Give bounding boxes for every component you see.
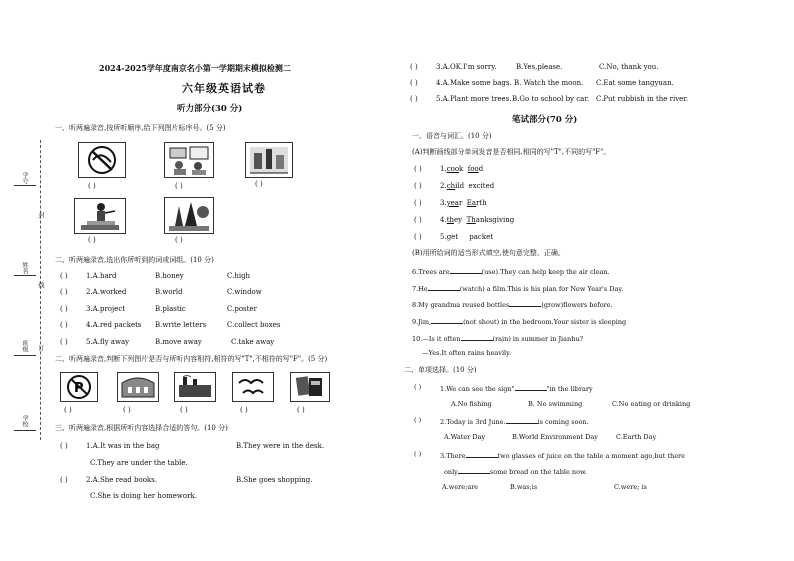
option-c: C.window [227,288,262,296]
picture-classroom [164,142,214,178]
written-title: 笔试部分(70 分) [512,115,578,125]
fill-line [14,185,36,186]
answer-paren[interactable]: ( ) [60,321,68,329]
fill-item: 6.Trees are (use).They can help keep the air clean. [412,268,610,276]
answer-paren[interactable]: ( ) [410,79,418,87]
picture-books [290,372,330,402]
answer-paren[interactable]: ( ) [414,182,422,190]
label-student-id: 学号 [21,172,28,184]
fill-line [14,355,36,356]
answer-paren[interactable]: ( ) [175,236,183,244]
option-b: B.plastic [155,305,186,313]
fill-item: 10.—Is it often (rain) in summer in Jianhu? [412,335,584,343]
answer-paren[interactable]: ( ) [410,63,418,71]
option-b: B.move away [155,338,202,346]
picture-trees-bottles [164,197,214,234]
answer-paren[interactable]: ( ) [60,288,68,296]
answer-blank[interactable] [431,316,463,324]
option-c: C.collect boxes [227,321,281,329]
option-c: C.Eat some tangyuan. [596,79,674,87]
option-b: B.They were in the desk. [236,442,325,450]
phonics-item: 3.year Earth [440,199,487,207]
picture-boy-recycling [74,198,126,234]
answer-blank[interactable] [428,283,460,291]
fill-line [14,430,36,431]
answer-paren[interactable]: ( ) [123,406,131,414]
answer-paren[interactable]: ( ) [60,442,68,450]
section-heading: 二、听两遍录音,选出你所听到的词或词组。(10 分) [55,256,214,264]
answer-blank[interactable] [509,299,541,307]
answer-blank[interactable] [461,333,493,341]
option-b: B.Go to school by car. [512,95,590,103]
question: 1.We can see the sign" "in the library [440,385,593,393]
answer-blank[interactable] [515,383,547,391]
option-a: 3.A.project [86,305,126,313]
answer-paren[interactable]: ( ) [60,305,68,313]
option-c: C.poster [227,305,257,313]
option-b: B. Watch the moon. [514,79,584,87]
option-a: 4.A.Make some bags. [436,79,512,87]
picture-birds [232,372,274,402]
option-b: B.She goes shopping. [236,476,313,484]
phonics-item: 2.child excited [440,182,495,190]
label-name: 姓名 [21,262,28,274]
dashed-line [40,140,41,440]
fill-item: 9.Jim, (not shout) in the bedroom.Your sister is sleeping [412,318,627,326]
instruction: (B)用所给词的适当形式填空,使句意完整、正确。 [412,249,565,257]
answer-paren[interactable]: ( ) [414,233,422,241]
section-heading: 二、听两遍录音,判断下列图片是否与所听内容相符,相符的写"T",不相符的写"F"。(5 分) [55,355,328,363]
answer-blank[interactable] [458,466,490,474]
option-c: C.take away [231,338,275,346]
answer-paren[interactable]: ( ) [410,95,418,103]
answer-paren[interactable]: ( ) [175,182,183,190]
option-a: A.were;are [442,483,479,491]
option-a: A.Water Day [444,433,486,441]
section-heading: 二、单项选择。(10 分) [404,366,477,374]
option-a: 5.A.Plant more trees. [436,95,512,103]
option-a: 1.A.hard [86,272,117,280]
picture-no-parking [60,372,98,402]
option-a: 4.A.red packets [86,321,142,329]
answer-blank[interactable] [450,266,482,274]
option-c: C.She is doing her homework. [90,492,197,500]
option-c: C.They are under the table. [90,459,188,467]
option-b: B. No swimming [528,400,583,408]
option-a: A.No fishing [451,400,492,408]
question-cont: only some bread on the table now. [444,468,587,476]
option-b: B.write letters [155,321,207,329]
phonics-item: 1.cook food [440,165,484,173]
option-c: C.No eating or drinking [612,400,691,408]
answer-paren[interactable]: ( ) [88,182,96,190]
section-heading: 一、语音与词汇。(10 分) [412,132,492,140]
option-b: B.Yes,please. [516,63,563,71]
picture-no-entry [78,142,126,178]
fill-line [14,275,36,276]
answer-paren[interactable]: ( ) [60,272,68,280]
answer-blank[interactable] [506,416,538,424]
label-class: 班级 [21,340,28,352]
answer-paren[interactable]: ( ) [60,338,68,346]
answer-paren[interactable]: ( ) [414,416,422,424]
fill-item: 8.My grandma reused bottles (grow)flowers before. [412,301,613,309]
answer-paren[interactable]: ( ) [414,165,422,173]
answer-paren[interactable]: ( ) [64,406,72,414]
section-heading: 三、听两遍录音,根据所听内容选择合适的答句。(10 分) [55,424,228,432]
answer-paren[interactable]: ( ) [255,180,263,188]
exam-title: 2024-2025学年度南京名小第一学期期末模拟检测二 [99,63,291,73]
instruction: (A)判断画线部分单词发音是否相同,相同的写"T",不同的写"F"。 [412,148,611,156]
section-heading: 一、听两遍录音,按所听顺序,给下列图片标序号。(5 分) [55,124,226,132]
question: 3.There two glasses of juice on the table a moment ago,but there [440,452,685,460]
answer-paren[interactable]: ( ) [414,216,422,224]
option-b: B.world [155,288,183,296]
option-b: B.World Environment Day [512,433,598,441]
answer-paren[interactable]: ( ) [88,236,96,244]
option-b: B.honey [155,272,184,280]
subject-title: 六年级英语试卷 [182,82,266,95]
seal-mark: 订 [37,345,44,351]
option-a: 5.A.fly away [86,338,130,346]
answer-paren[interactable]: ( ) [240,406,248,414]
seal-mark: 线 [37,282,44,288]
option-c: C.No, thank you. [599,63,659,71]
picture-building [117,372,159,402]
answer-paren[interactable]: ( ) [414,199,422,207]
question: 2.Today is 3rd June. is coming soon. [440,418,589,426]
option-c: C.Earth Day [616,433,657,441]
label-school: 学校 [21,415,28,427]
phonics-item: 5.get packet [440,233,494,241]
option-a: 2.A.worked [86,288,127,296]
listening-title: 听力部分(30 分) [177,104,243,114]
option-a: 3.A.OK.I'm sorry. [436,63,497,71]
option-c: C.were; is [614,483,647,491]
option-a: 2.A.She read books. [86,476,157,484]
svg-text:P: P [74,381,84,396]
phonics-item: 4.they Thanksgiving [440,216,515,224]
answer-paren[interactable]: ( ) [60,476,68,484]
option-c: C.high [227,272,251,280]
answer-blank[interactable] [466,450,498,458]
answer-paren[interactable]: ( ) [180,406,188,414]
option-c: C.Put rubbish in the river. [596,95,689,103]
option-b: B.was;is [510,483,538,491]
answer-paren[interactable]: ( ) [414,450,422,458]
answer-paren[interactable]: ( ) [297,406,305,414]
picture-factory-smoke [174,372,216,402]
option-a: 1.A.It was in the bag [86,442,160,450]
answer-paren[interactable]: ( ) [414,383,422,391]
picture-factory [245,142,293,178]
fill-answer: —Yes.It often rains heavily. [422,349,512,357]
fill-item: 7.He (watch) a film.This is his plan for New Year's Day. [412,285,624,293]
seal-mark: 封 [37,212,44,218]
